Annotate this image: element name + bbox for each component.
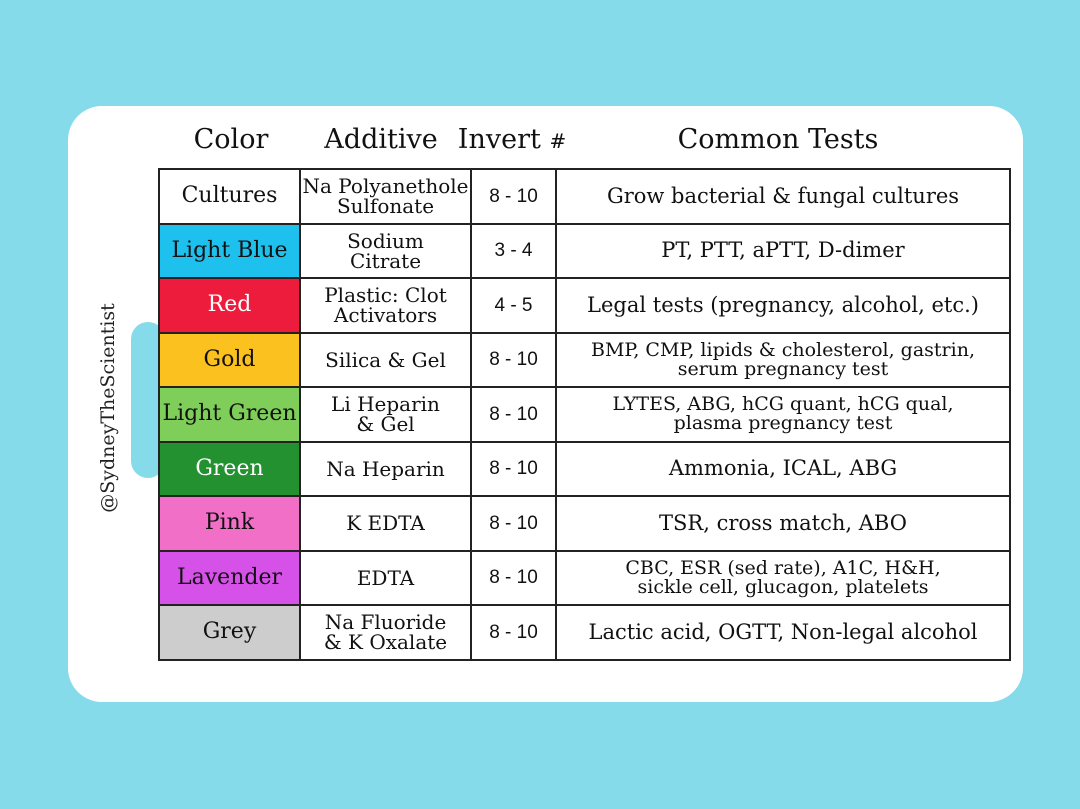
table-row [159,551,1010,606]
additive-line: Na Heparin [326,456,445,481]
invert-count-cell: 8 - 10 [471,333,556,388]
tube-color-table [158,168,1011,661]
tests-line: LYTES, ABG, hCG quant, hCG qual, [612,393,954,416]
tests-line: serum pregnancy test [677,357,889,380]
additive-cell [300,496,471,551]
header-invert-label: Invert [457,124,541,155]
additive-cell [300,387,471,442]
table-row [159,169,1010,224]
table-row [159,333,1010,388]
tests-line: Legal tests (pregnancy, alcohol, etc.) [587,292,979,317]
tests-line: PT, PTT, aPTT, D-dimer [661,238,905,263]
additive-line: Li Heparin [331,392,440,417]
table-row [159,278,1010,333]
additive-cell [300,605,471,660]
common-tests-cell [556,551,1010,606]
additive-cell [300,278,471,333]
invert-count-cell: 8 - 10 [471,387,556,442]
additive-cell [300,169,471,224]
tube-color-cell: Light Green [159,387,300,442]
tests-line: BMP, CMP, lipids & cholesterol, gastrin, [591,338,975,361]
header-invert-hash: # [549,129,567,153]
additive-cell [300,333,471,388]
table-row [159,387,1010,442]
header-common-tests: Common Tests [677,124,879,155]
tube-color-cell: Green [159,442,300,497]
table-row [159,496,1010,551]
common-tests-cell [556,387,1010,442]
tests-line: CBC, ESR (sed rate), A1C, H&H, [625,556,941,579]
common-tests-cell [556,442,1010,497]
common-tests-cell [556,333,1010,388]
additive-line: Sodium [347,228,424,253]
tube-color-cell: Red [159,278,300,333]
additive-line: & K Oxalate [323,630,448,655]
common-tests-cell [556,496,1010,551]
invert-count-cell: 4 - 5 [471,278,556,333]
table-row [159,605,1010,660]
tests-line: Grow bacterial & fungal cultures [606,183,960,208]
common-tests-cell [556,278,1010,333]
additive-cell [300,551,471,606]
additive-line: Na Polyanethole [302,174,469,199]
invert-count-cell: 8 - 10 [471,442,556,497]
common-tests-cell [556,169,1010,224]
additive-line: & Gel [356,412,415,437]
invert-count-cell: 8 - 10 [471,169,556,224]
common-tests-cell [556,605,1010,660]
tests-line: Ammonia, ICAL, ABG [668,456,898,481]
tube-color-cell: Gold [159,333,300,388]
additive-line: Sulfonate [336,194,435,219]
table-row [159,442,1010,497]
tests-line: plasma pregnancy test [673,412,893,435]
additive-line: Na Fluoride [324,610,447,635]
tests-line: Lactic acid, OGTT, Non-legal alcohol [588,619,978,644]
tube-color-cell: Light Blue [159,224,300,279]
header-color: Color [193,124,269,155]
common-tests-cell [556,224,1010,279]
additive-line: Citrate [349,248,422,273]
tube-color-cell: Pink [159,496,300,551]
additive-line: K EDTA [346,511,425,536]
invert-count-cell: 8 - 10 [471,551,556,606]
additive-line: Activators [333,303,438,328]
additive-cell [300,224,471,279]
header-additive: Additive [324,124,438,155]
tube-color-cell: Grey [159,605,300,660]
additive-line: Silica & Gel [325,347,446,372]
invert-count-cell: 8 - 10 [471,496,556,551]
tube-color-cell: Lavender [159,551,300,606]
additive-line: Plastic: Clot [324,283,447,308]
additive-cell [300,442,471,497]
invert-count-cell: 8 - 10 [471,605,556,660]
tube-color-cell: Cultures [159,169,300,224]
watermark: @SydneyTheScientist [97,303,119,513]
invert-count-cell: 3 - 4 [471,224,556,279]
tests-line: sickle cell, glucagon, platelets [637,575,929,598]
tests-line: TSR, cross match, ABO [659,510,907,535]
additive-line: EDTA [356,565,415,590]
table-row [159,224,1010,279]
header-invert [458,124,566,155]
